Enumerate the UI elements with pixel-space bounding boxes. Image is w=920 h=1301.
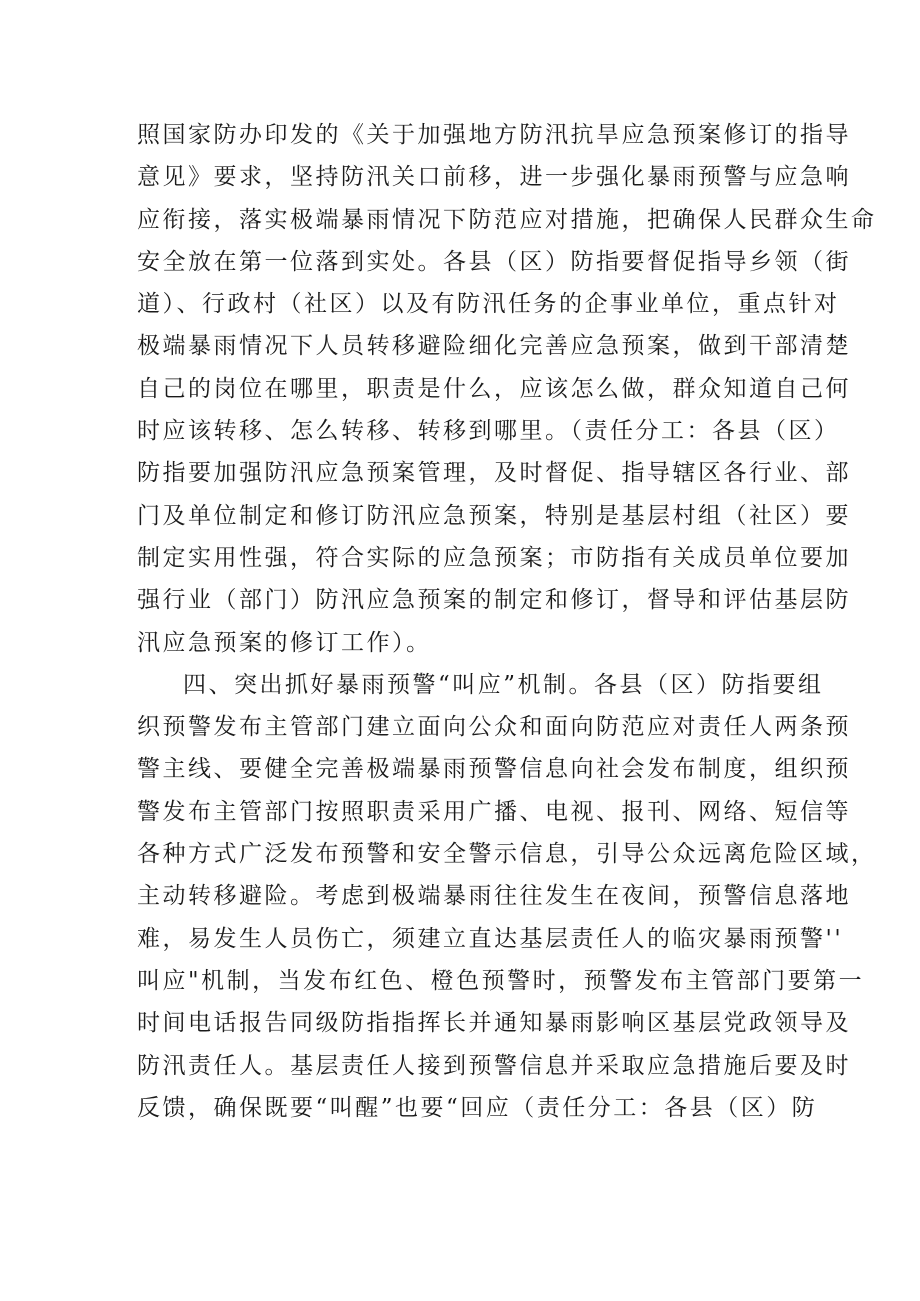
text-line: 警发布主管部门按照职责采用广播、电视、报刊、网络、短信等	[137, 798, 851, 825]
text-line: 防指要加强防汛应急预案管理，及时督促、指导辖区各行业、部	[137, 460, 851, 487]
text-line: 汛应急预案的修订工作）。	[137, 629, 432, 656]
section-heading-line: 四、突出抓好暴雨预警“叫应”机制。各县（区）防指要组	[183, 671, 824, 698]
text-line: 极端暴雨情况下人员转移避险细化完善应急预案，做到干部清楚	[137, 333, 851, 360]
text-line: 道）、行政村（社区）以及有防汛任务的企事业单位，重点针对	[137, 291, 840, 318]
text-line: 警主线、要健全完善极端暴雨预警信息向社会发布制度，组织预	[137, 756, 851, 783]
body-text	[137, 114, 877, 1129]
text-line: 难，易发生人员伤亡，须建立直达基层责任人的临灾暴雨预警''	[137, 925, 844, 952]
text-line: 时应该转移、怎么转移、转移到哪里。（责任分工：各县（区）	[137, 418, 840, 445]
text-line: 照国家防办印发的《关于加强地方防汛抗旱应急预案修订的指导	[137, 122, 851, 148]
text-line: 防汛责任人。基层责任人接到预警信息并采取应急措施后要及时	[137, 1052, 851, 1079]
text-line: 主动转移避险。考虑到极端暴雨往往发生在夜间，预警信息落地	[137, 883, 851, 910]
text-line: 意见》要求，坚持防汛关口前移，进一步强化暴雨预警与应急响	[137, 164, 851, 191]
text-line: 自己的岗位在哪里，职责是什么，应该怎么做，群众知道自己何	[137, 375, 851, 402]
text-line: 织预警发布主管部门建立面向公众和面向防范应对责任人两条预	[137, 714, 851, 741]
text-line: 制定实用性强，符合实际的应急预案；市防指有关成员单位要加	[137, 544, 851, 571]
text-line: 叫应"机制，当发布红色、橙色预警时，预警发布主管部门要第一	[137, 967, 865, 994]
text-line: 强行业（部门）防汛应急预案的制定和修订，督导和评估基层防	[137, 587, 851, 614]
text-line: 应衔接，落实极端暴雨情况下防范应对措施，把确保人民群众生命	[137, 206, 877, 233]
text-line: 反馈，确保既要“叫醒”也要“回应（责任分工：各县（区）防	[137, 1094, 818, 1121]
text-line: 时间电话报告同级防指指挥长并通知暴雨影响区基层党政领导及	[137, 1010, 851, 1037]
text-line: 各种方式广泛发布预警和安全警示信息，引导公众远离危险区域，	[137, 841, 877, 868]
text-line: 安全放在第一位落到实处。各县（区）防指要督促指导乡领（街	[137, 248, 851, 275]
text-line: 门及单位制定和修订防汛应急预案，特别是基层村组（社区）要	[137, 502, 851, 529]
